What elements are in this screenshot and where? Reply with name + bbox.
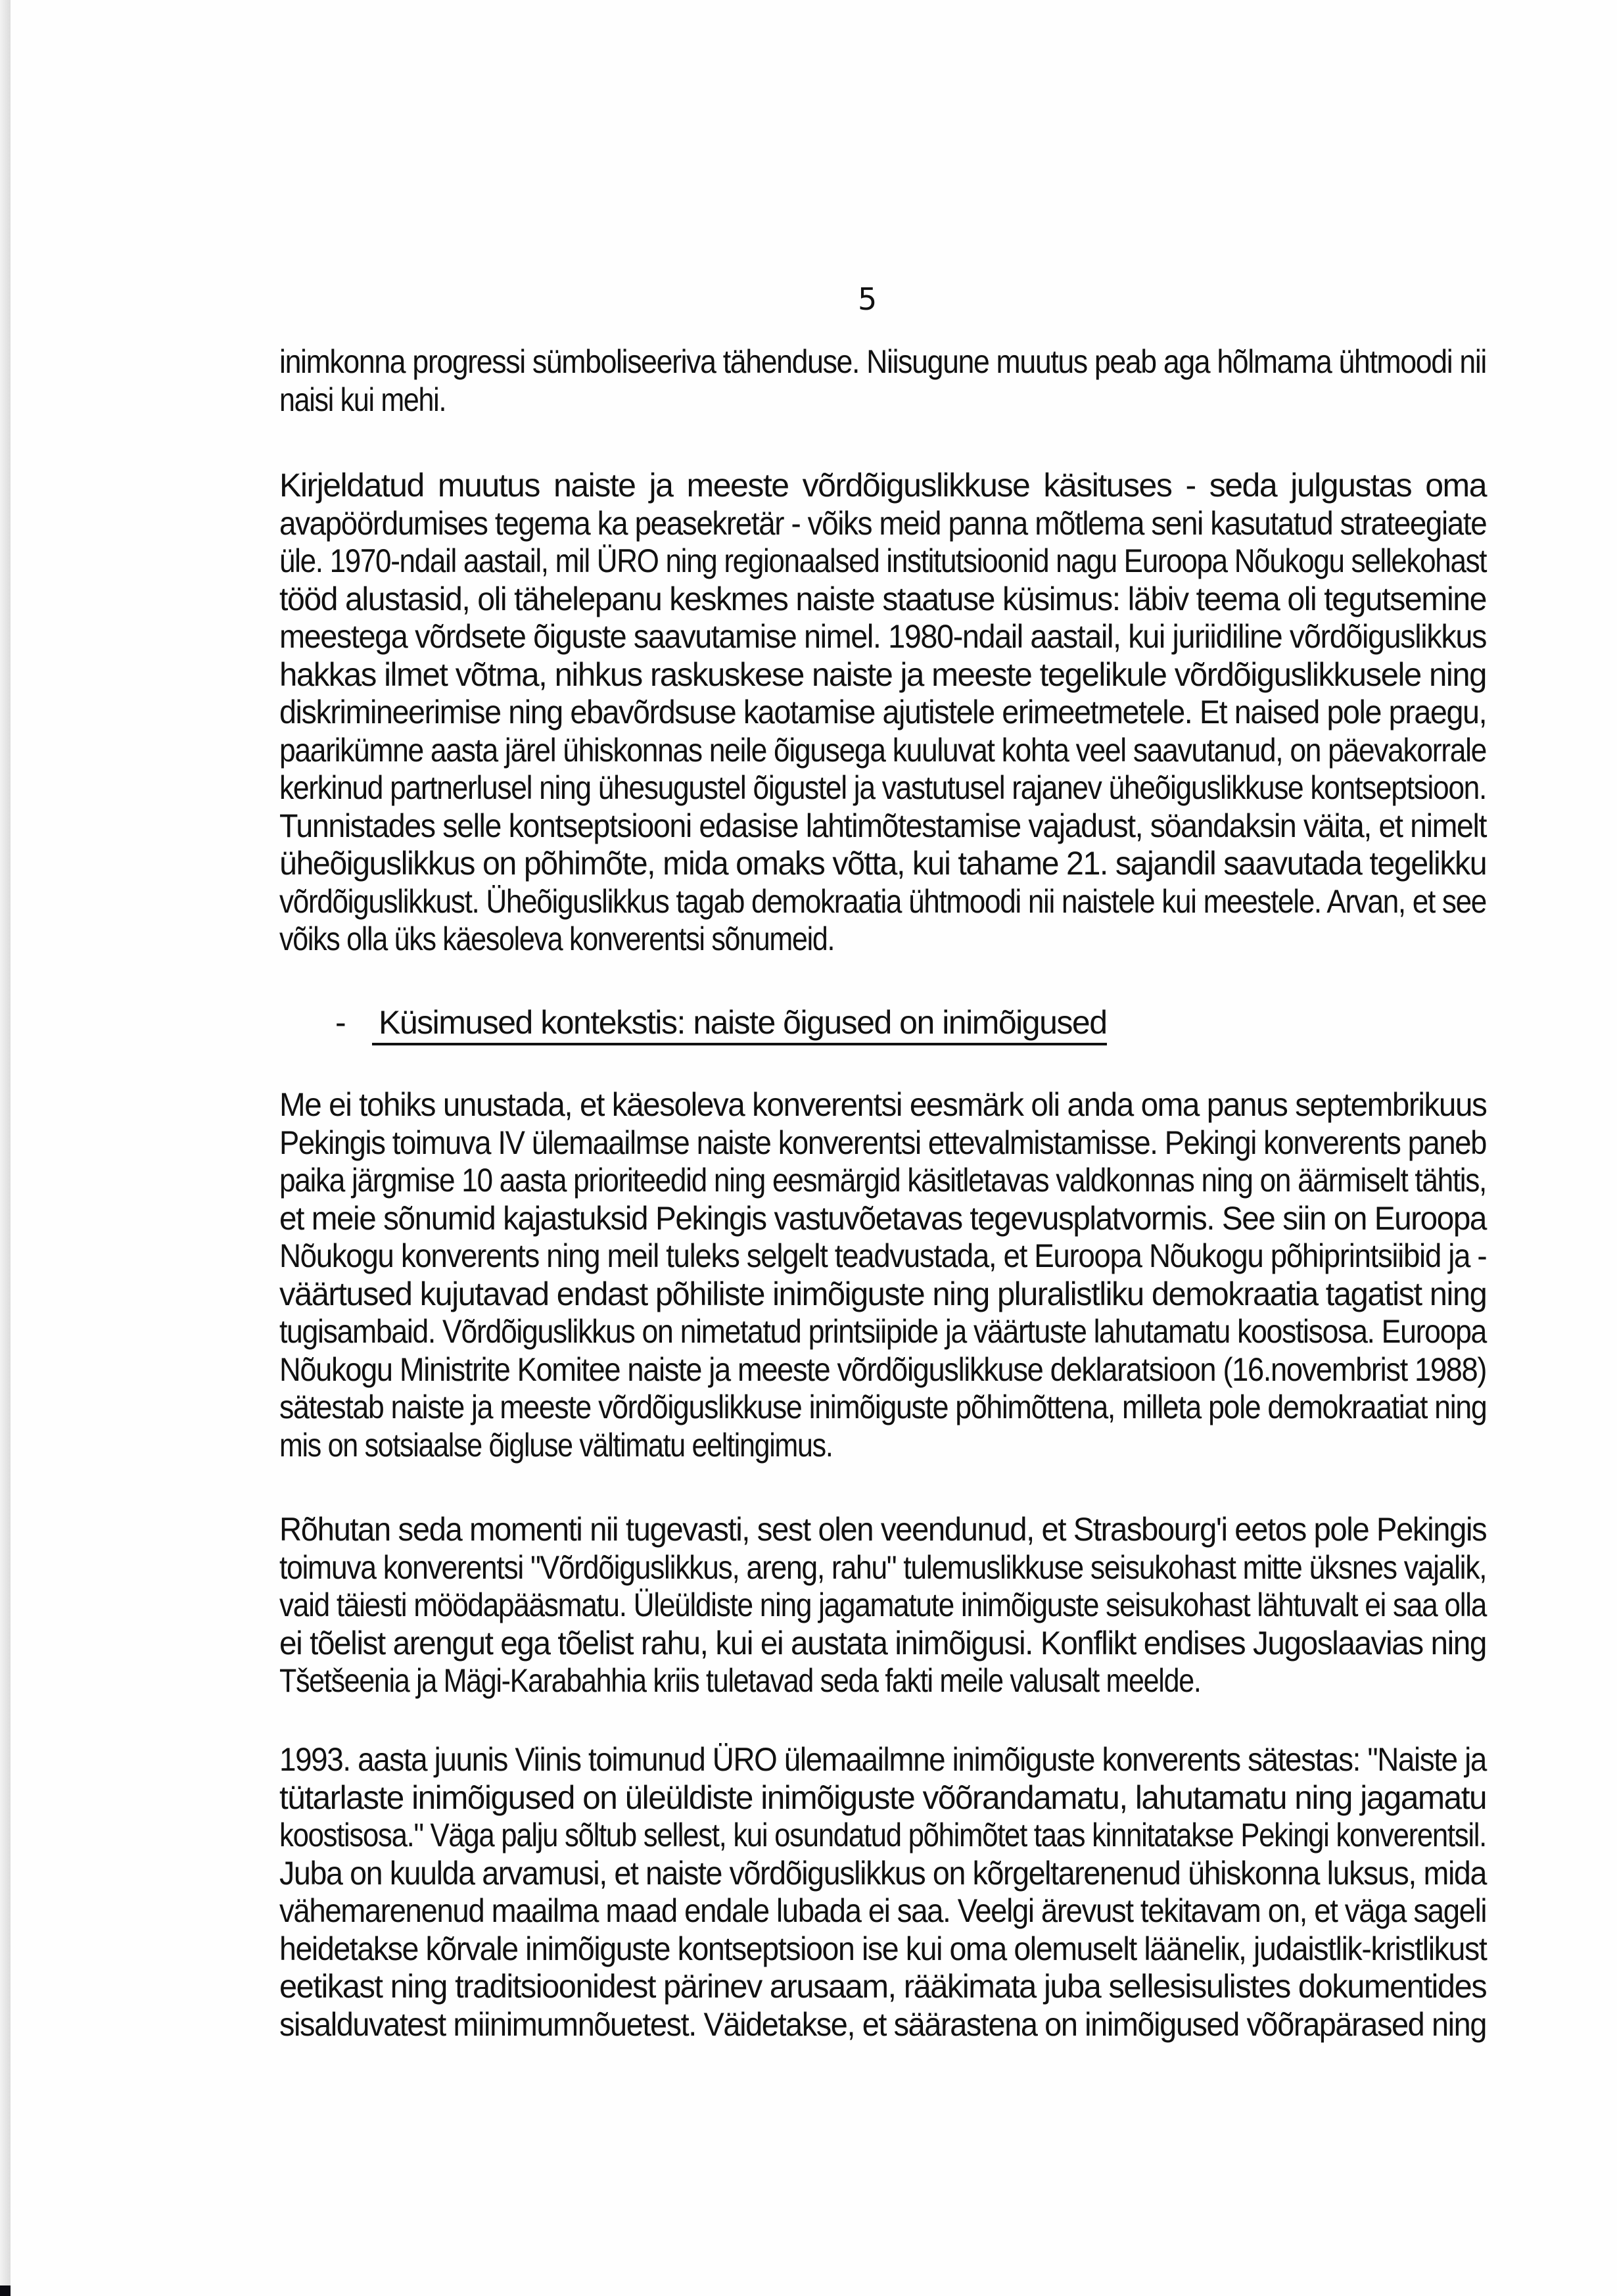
text-line: eetikast ning traditsioonidest pärinev arusaam, rääkimata juba sellesisulistes dokumentides <box>279 1968 1487 2005</box>
text-line: naisi kui mehi. <box>279 381 446 418</box>
text-line: Nõukogu Ministrite Komitee naiste ja meeste võrdõiguslikkuse deklaratsioon (16.novembrist 1988) <box>279 1351 1487 1388</box>
text-line: vaid täiesti möödapääsmatu. Üleüldiste ning jagamatute inimõiguste seisukohast lähtuvalt ei saa olla <box>279 1587 1486 1623</box>
text-line: üle. 1970-ndail aastail, mil ÜRO ning regionaalsed institutsioonid nagu Euroopa Nõukogu sellekohast <box>279 542 1487 579</box>
text-line: koostisosa." Väga palju sõltub sellest, kui osundatud põhimõtet taas kinnitatakse Pekingi konverentsil. <box>279 1817 1486 1854</box>
text-line: ei tõelist arengut ega tõelist rahu, kui ei austata inimõigusi. Konflikt endises Jugoslaavias ning <box>279 1624 1486 1662</box>
heading-bullet: - <box>335 1004 346 1041</box>
text-line: võiks olla üks käesoleva konverentsi sõnumeid. <box>279 921 835 957</box>
paragraph-4 <box>279 1511 1486 1700</box>
scan-left-edge-shadow <box>0 0 11 2296</box>
text-line: sätestab naiste ja meeste võrdõiguslikkuse inimõiguste põhimõttena, milleta pole demokraatiat ning <box>279 1389 1487 1425</box>
scan-corner-mark <box>0 2285 11 2296</box>
text-line: Tšetšeenia ja Mägi-Karabahhia kriis tuletavad seda fakti meile valusalt meelde. <box>279 1662 1201 1699</box>
text-line: kerkinud partnerlusel ning ühesugustel õigustel ja vastutusel rajanev üheõiguslikkuse kontseptsioon. <box>279 769 1487 806</box>
text-line: Rõhutan seda momenti nii tugevasti, sest olen veendunud, et Strasbourg'i eetos pole Pekingis <box>279 1511 1487 1548</box>
text-line: Tunnistades selle kontseptsiooni edasise lahtimõtestamise vajadust, söandaksin väita, et nimelt <box>279 807 1486 844</box>
text-line: avapöördumises tegema ka peasekretär - võiks meid panna mõtlema seni kasutatud strateegiate <box>279 504 1487 542</box>
text-line: Kirjeldatud muutus naiste ja meeste võrdõiguslikkuse käsituses - seda julgustas oma <box>279 467 1486 504</box>
section-heading <box>335 1004 1107 1041</box>
text-line: 1993. aasta juunis Viinis toimunud ÜRO ülemaailmne inimõiguste konverents sätestas: "Naiste ja <box>279 1741 1486 1778</box>
text-line: vähemarenenud maailma maad endale lubada ei saa. Veelgi ärevust tekitavam on, et väga sageli <box>279 1892 1487 1929</box>
text-line: sisalduvatest miinimumnõuetest. Väidetakse, et säärastena on inimõigused võõrapärased ning <box>279 2005 1486 2043</box>
text-line: et meie sõnumid kajastuksid Pekingis vastuvõetavas tegevusplatvormis. See siin on Euroopa <box>279 1199 1486 1237</box>
text-line: üheõiguslikkus on põhimõte, mida omaks võtta, kui tahame 21. sajandil saavutada tegelikku <box>279 845 1487 882</box>
text-line: Pekingis toimuva IV ülemaailmse naiste konverentsi ettevalmistamisse. Pekingi konverents paneb <box>279 1124 1486 1161</box>
text-line: paika järgmise 10 aasta prioriteedid ning eesmärgid käsitletavas valdkonnas ning on äärmiselt tähtis, <box>279 1162 1486 1199</box>
text-line: hakkas ilmet võtma, nihkus raskuskese naiste ja meeste tegelikule võrdõiguslikkusele ning <box>279 656 1486 693</box>
heading-title: Küsimused kontekstis: naiste õigused on inimõigused <box>372 1004 1107 1045</box>
text-line: inimkonna progressi sümboliseeriva tähenduse. Niisugune muutus peab aga hõlmama ühtmoodi nii <box>279 343 1486 380</box>
text-line: Juba on kuulda arvamusi, et naiste võrdõiguslikkus on kõrgeltarenenud ühiskonna luksus, mida <box>279 1854 1486 1892</box>
text-line: heidetakse kõrvale inimõiguste kontseptsioon ise kui oma olemuselt lääneliк, judaistlik-kristlikust <box>279 1930 1487 1967</box>
text-line: mis on sotsiaalse õigluse vältimatu eeltingimus. <box>279 1426 833 1464</box>
text-line: tugisambaid. Võrdõiguslikkus on nimetatud printsiipide ja väärtuste lahutamatu koostisosa. Euroopa <box>279 1313 1487 1350</box>
text-line: tütarlaste inimõigused on üleüldiste inimõiguste võõrandamatu, lahutamatu ning jagamatu <box>279 1779 1487 1816</box>
paragraph-2 <box>279 467 1486 959</box>
text-line: tööd alustasid, oli tähelepanu keskmes naiste staatuse küsimus: läbiv teema oli tegutsemine <box>279 580 1486 617</box>
paragraph-3 <box>279 1086 1486 1464</box>
paragraph-5 <box>279 1741 1486 2044</box>
paragraph-1 <box>279 343 1486 419</box>
text-line: diskrimineerimise ning ebavõrdsuse kaotamise ajutistele erimeetmetele. Et naised pole praegu, <box>279 694 1487 730</box>
text-line: Nõukogu konverents ning meil tuleks selgelt teadvustada, et Euroopa Nõukogu põhiprintsiibid ja - <box>279 1237 1487 1274</box>
text-line: võrdõiguslikkust. Üheõiguslikkus tagab demokraatia ühtmoodi nii naistele kui meestele. Arvan, et see <box>279 882 1486 920</box>
text-line: toimuva konverentsi "Võrdõiguslikkus, areng, rahu" tulemuslikkuse seisukohast mitte üksnes vajalik, <box>279 1548 1487 1586</box>
text-line: paarikümne aasta järel ühiskonnas neile õigusega kuuluvat kohta veel saavutanud, on päevakorrale <box>279 731 1486 769</box>
text-line: meestega võrdsete õiguste saavutamise nimel. 1980-ndail aastail, kui juriidiline võrdõiguslikkus <box>279 618 1486 655</box>
text-line: väärtused kujutavad endast põhiliste inimõiguste ning pluralistliku demokraatia tagatist ning <box>279 1275 1487 1312</box>
text-line: Me ei tohiks unustada, et käesoleva konverentsi eesmärk oli anda oma panus septembrikuus <box>279 1086 1487 1123</box>
page-number: 5 <box>858 281 878 317</box>
